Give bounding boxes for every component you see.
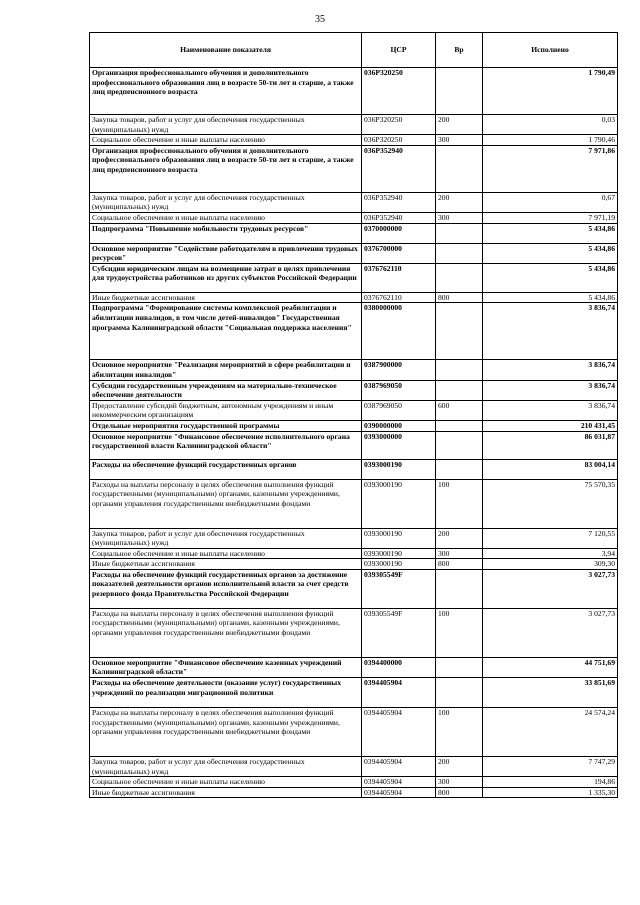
row-name-cell: Закупка товаров, работ и услуг для обеспечения государственных (муниципальных) нужд [90,757,362,777]
header-name: Наименование показателя [90,33,362,68]
row-name-cell: Субсидии государственным учреждениям на материально-техническое обеспечение деятельности [90,380,362,400]
row-name-cell: Отдельные мероприятия государственной программы [90,420,362,431]
row-csr-cell: 0393000190 [362,548,436,559]
row-vr-cell: 300 [436,548,483,559]
table-body [90,68,618,798]
row-csr-cell: 0393000190 [362,459,436,479]
table-row [90,223,618,243]
row-csr-cell: 0393000000 [362,431,436,459]
row-name-cell: Закупка товаров, работ и услуг для обеспечения государственных (муниципальных) нужд [90,192,362,212]
row-name-cell: Основное мероприятие "Финансовое обеспечение казенных учреждений Калининградской области" [90,657,362,677]
row-vr-cell [436,569,483,608]
row-vr-cell [436,657,483,677]
row-vr-cell: 800 [436,559,483,570]
table-row [90,115,618,135]
row-amount-cell: 5 434,86 [483,243,618,263]
row-vr-cell [436,243,483,263]
row-amount-cell: 210 431,45 [483,420,618,431]
table-row [90,380,618,400]
row-vr-cell: 200 [436,192,483,212]
row-csr-cell: 0370000000 [362,223,436,243]
row-name-cell: Расходы на обеспечение функций государственных органов за достижение показателей деятельности органов исполнительной власти за счет средств резервного фонда Правительства Российской Федерации [90,569,362,608]
row-name-cell: Закупка товаров, работ и услуг для обеспечения государственных (муниципальных) нужд [90,528,362,548]
row-name-cell: Организация профессионального обучения и дополнительного профессионального образования лиц в возрасте 50-ти лет и старше, а также лиц предпенсионного возраста [90,145,362,192]
row-name-cell: Иные бюджетные ассигнования [90,787,362,798]
row-vr-cell: 600 [436,400,483,420]
row-vr-cell: 200 [436,528,483,548]
row-name-cell: Подпрограмма "Повышение мобильности трудовых ресурсов" [90,223,362,243]
table-row [90,479,618,528]
table-row [90,657,618,677]
row-amount-cell: 1 335,30 [483,787,618,798]
row-csr-cell: 0394405904 [362,708,436,757]
row-amount-cell: 24 574,24 [483,708,618,757]
table-row [90,243,618,263]
row-csr-cell: 0394405904 [362,757,436,777]
row-vr-cell: 800 [436,787,483,798]
row-name-cell: Расходы на обеспечение функций государственных органов [90,459,362,479]
row-amount-cell: 83 004,14 [483,459,618,479]
row-name-cell: Организация профессионального обучения и дополнительного профессионального образования лиц в возрасте 50-ти лет и старше, а также лиц предпенсионного возраста [90,68,362,115]
row-csr-cell: 0376700000 [362,243,436,263]
row-vr-cell [436,223,483,243]
row-amount-cell: 3 027,73 [483,569,618,608]
row-amount-cell: 7 971,19 [483,212,618,223]
row-vr-cell [436,68,483,115]
row-amount-cell: 7 971,86 [483,145,618,192]
row-csr-cell: 036P352940 [362,192,436,212]
row-csr-cell: 036P352940 [362,145,436,192]
table-row [90,145,618,192]
row-name-cell: Расходы на выплаты персоналу в целях обеспечения выполнения функций государственными (муниципальными) органами, казенными учреждениями, органами управления государственными внебюджетными фондами [90,479,362,528]
table-row [90,192,618,212]
row-vr-cell: 100 [436,708,483,757]
table-row [90,303,618,360]
row-amount-cell: 0,67 [483,192,618,212]
table-row [90,787,618,798]
table-row [90,757,618,777]
row-amount-cell: 3 836,74 [483,400,618,420]
row-name-cell: Основное мероприятие "Финансовое обеспечение исполнительного органа государственной власти Калининградской области" [90,431,362,459]
row-amount-cell: 1 790,49 [483,68,618,115]
row-amount-cell: 3 836,74 [483,360,618,380]
table-row [90,678,618,708]
row-csr-cell: 0394405904 [362,777,436,788]
table-row [90,569,618,608]
row-csr-cell: 039305549F [362,608,436,657]
row-csr-cell: 0393000190 [362,559,436,570]
row-csr-cell: 0387969050 [362,400,436,420]
row-amount-cell: 309,30 [483,559,618,570]
row-vr-cell: 300 [436,777,483,788]
table-row [90,608,618,657]
table-row [90,459,618,479]
row-name-cell: Социальное обеспечение и иные выплаты населению [90,135,362,146]
row-amount-cell: 7 747,29 [483,757,618,777]
row-csr-cell: 0394400000 [362,657,436,677]
row-csr-cell: 0380000000 [362,303,436,360]
table-row [90,263,618,292]
row-vr-cell: 200 [436,115,483,135]
row-amount-cell: 44 751,69 [483,657,618,677]
row-vr-cell: 100 [436,479,483,528]
row-amount-cell: 5 434,86 [483,263,618,292]
row-csr-cell: 0393000190 [362,528,436,548]
table-row [90,777,618,788]
row-vr-cell: 100 [436,608,483,657]
row-csr-cell: 0376762110 [362,263,436,292]
row-name-cell: Расходы на выплаты персоналу в целях обеспечения выполнения функций государственными (муниципальными) органами, казенными учреждениями, органами управления государственными внебюджетными фондами [90,608,362,657]
row-amount-cell: 86 031,87 [483,431,618,459]
table-row [90,431,618,459]
row-csr-cell: 0376762110 [362,292,436,303]
row-csr-cell: 036P320250 [362,115,436,135]
row-csr-cell: 0390000000 [362,420,436,431]
row-name-cell: Основное мероприятие "Содействие работодателям в привлечении трудовых ресурсов" [90,243,362,263]
row-name-cell: Иные бюджетные ассигнования [90,559,362,570]
table-row [90,212,618,223]
row-vr-cell [436,431,483,459]
row-name-cell: Закупка товаров, работ и услуг для обеспечения государственных (муниципальных) нужд [90,115,362,135]
table-row [90,559,618,570]
row-csr-cell: 0394405904 [362,678,436,708]
row-vr-cell: 800 [436,292,483,303]
row-name-cell: Субсидии юридическим лицам на возмещение затрат в целях привлечения для трудоустройства работников из других субъектов Российской Федерации [90,263,362,292]
table-row [90,420,618,431]
row-amount-cell: 3 836,74 [483,380,618,400]
row-amount-cell: 5 434,86 [483,292,618,303]
row-csr-cell: 036P352940 [362,212,436,223]
table-row [90,68,618,115]
row-name-cell: Предоставление субсидий бюджетным, автономным учреждениям и иным некоммерческим организациям [90,400,362,420]
row-vr-cell: 300 [436,135,483,146]
row-amount-cell: 7 120,55 [483,528,618,548]
table-row [90,292,618,303]
row-amount-cell: 1 790,46 [483,135,618,146]
row-vr-cell: 200 [436,757,483,777]
table-row [90,135,618,146]
row-vr-cell [436,263,483,292]
row-csr-cell: 036P320250 [362,135,436,146]
row-name-cell: Социальное обеспечение и иные выплаты населению [90,548,362,559]
page-number: 35 [315,14,325,25]
row-name-cell: Основное мероприятие "Реализация мероприятий в сфере реабилитации и абилитации инвалидов" [90,360,362,380]
row-vr-cell [436,303,483,360]
row-vr-cell [436,145,483,192]
row-amount-cell: 3 027,73 [483,608,618,657]
table-header-row [90,33,618,68]
row-amount-cell: 5 434,86 [483,223,618,243]
row-amount-cell: 75 570,35 [483,479,618,528]
row-amount-cell: 3 836,74 [483,303,618,360]
row-csr-cell: 039305549F [362,569,436,608]
row-vr-cell [436,420,483,431]
row-name-cell: Расходы на обеспечение деятельности (оказание услуг) государственных учреждений по реализации миграционной политики [90,678,362,708]
row-vr-cell [436,380,483,400]
table-row [90,400,618,420]
row-amount-cell: 194,86 [483,777,618,788]
row-name-cell: Социальное обеспечение и иные выплаты населению [90,777,362,788]
budget-execution-table [89,32,618,798]
row-csr-cell: 0387969050 [362,380,436,400]
table-row [90,528,618,548]
row-name-cell: Иные бюджетные ассигнования [90,292,362,303]
row-csr-cell: 0387900000 [362,360,436,380]
row-vr-cell [436,678,483,708]
row-vr-cell [436,459,483,479]
row-amount-cell: 0,03 [483,115,618,135]
header-csr: ЦСР [362,33,436,68]
table-row [90,360,618,380]
row-csr-cell: 0393000190 [362,479,436,528]
header-amount: Исполнено [483,33,618,68]
header-vr: Вр [436,33,483,68]
row-vr-cell: 300 [436,212,483,223]
table-row [90,708,618,757]
row-amount-cell: 3,94 [483,548,618,559]
row-name-cell: Подпрограмма "Формирование системы комплексной реабилитации и абилитации инвалидов, в том числе детей-инвалидов" Государственная программа Калининградской области "Социальная поддержка населения" [90,303,362,360]
row-amount-cell: 33 851,69 [483,678,618,708]
row-csr-cell: 036P320250 [362,68,436,115]
row-name-cell: Социальное обеспечение и иные выплаты населению [90,212,362,223]
row-vr-cell [436,360,483,380]
row-csr-cell: 0394405904 [362,787,436,798]
table-row [90,548,618,559]
row-name-cell: Расходы на выплаты персоналу в целях обеспечения выполнения функций государственными (муниципальными) органами, казенными учреждениями, органами управления государственными внебюджетными фондами [90,708,362,757]
